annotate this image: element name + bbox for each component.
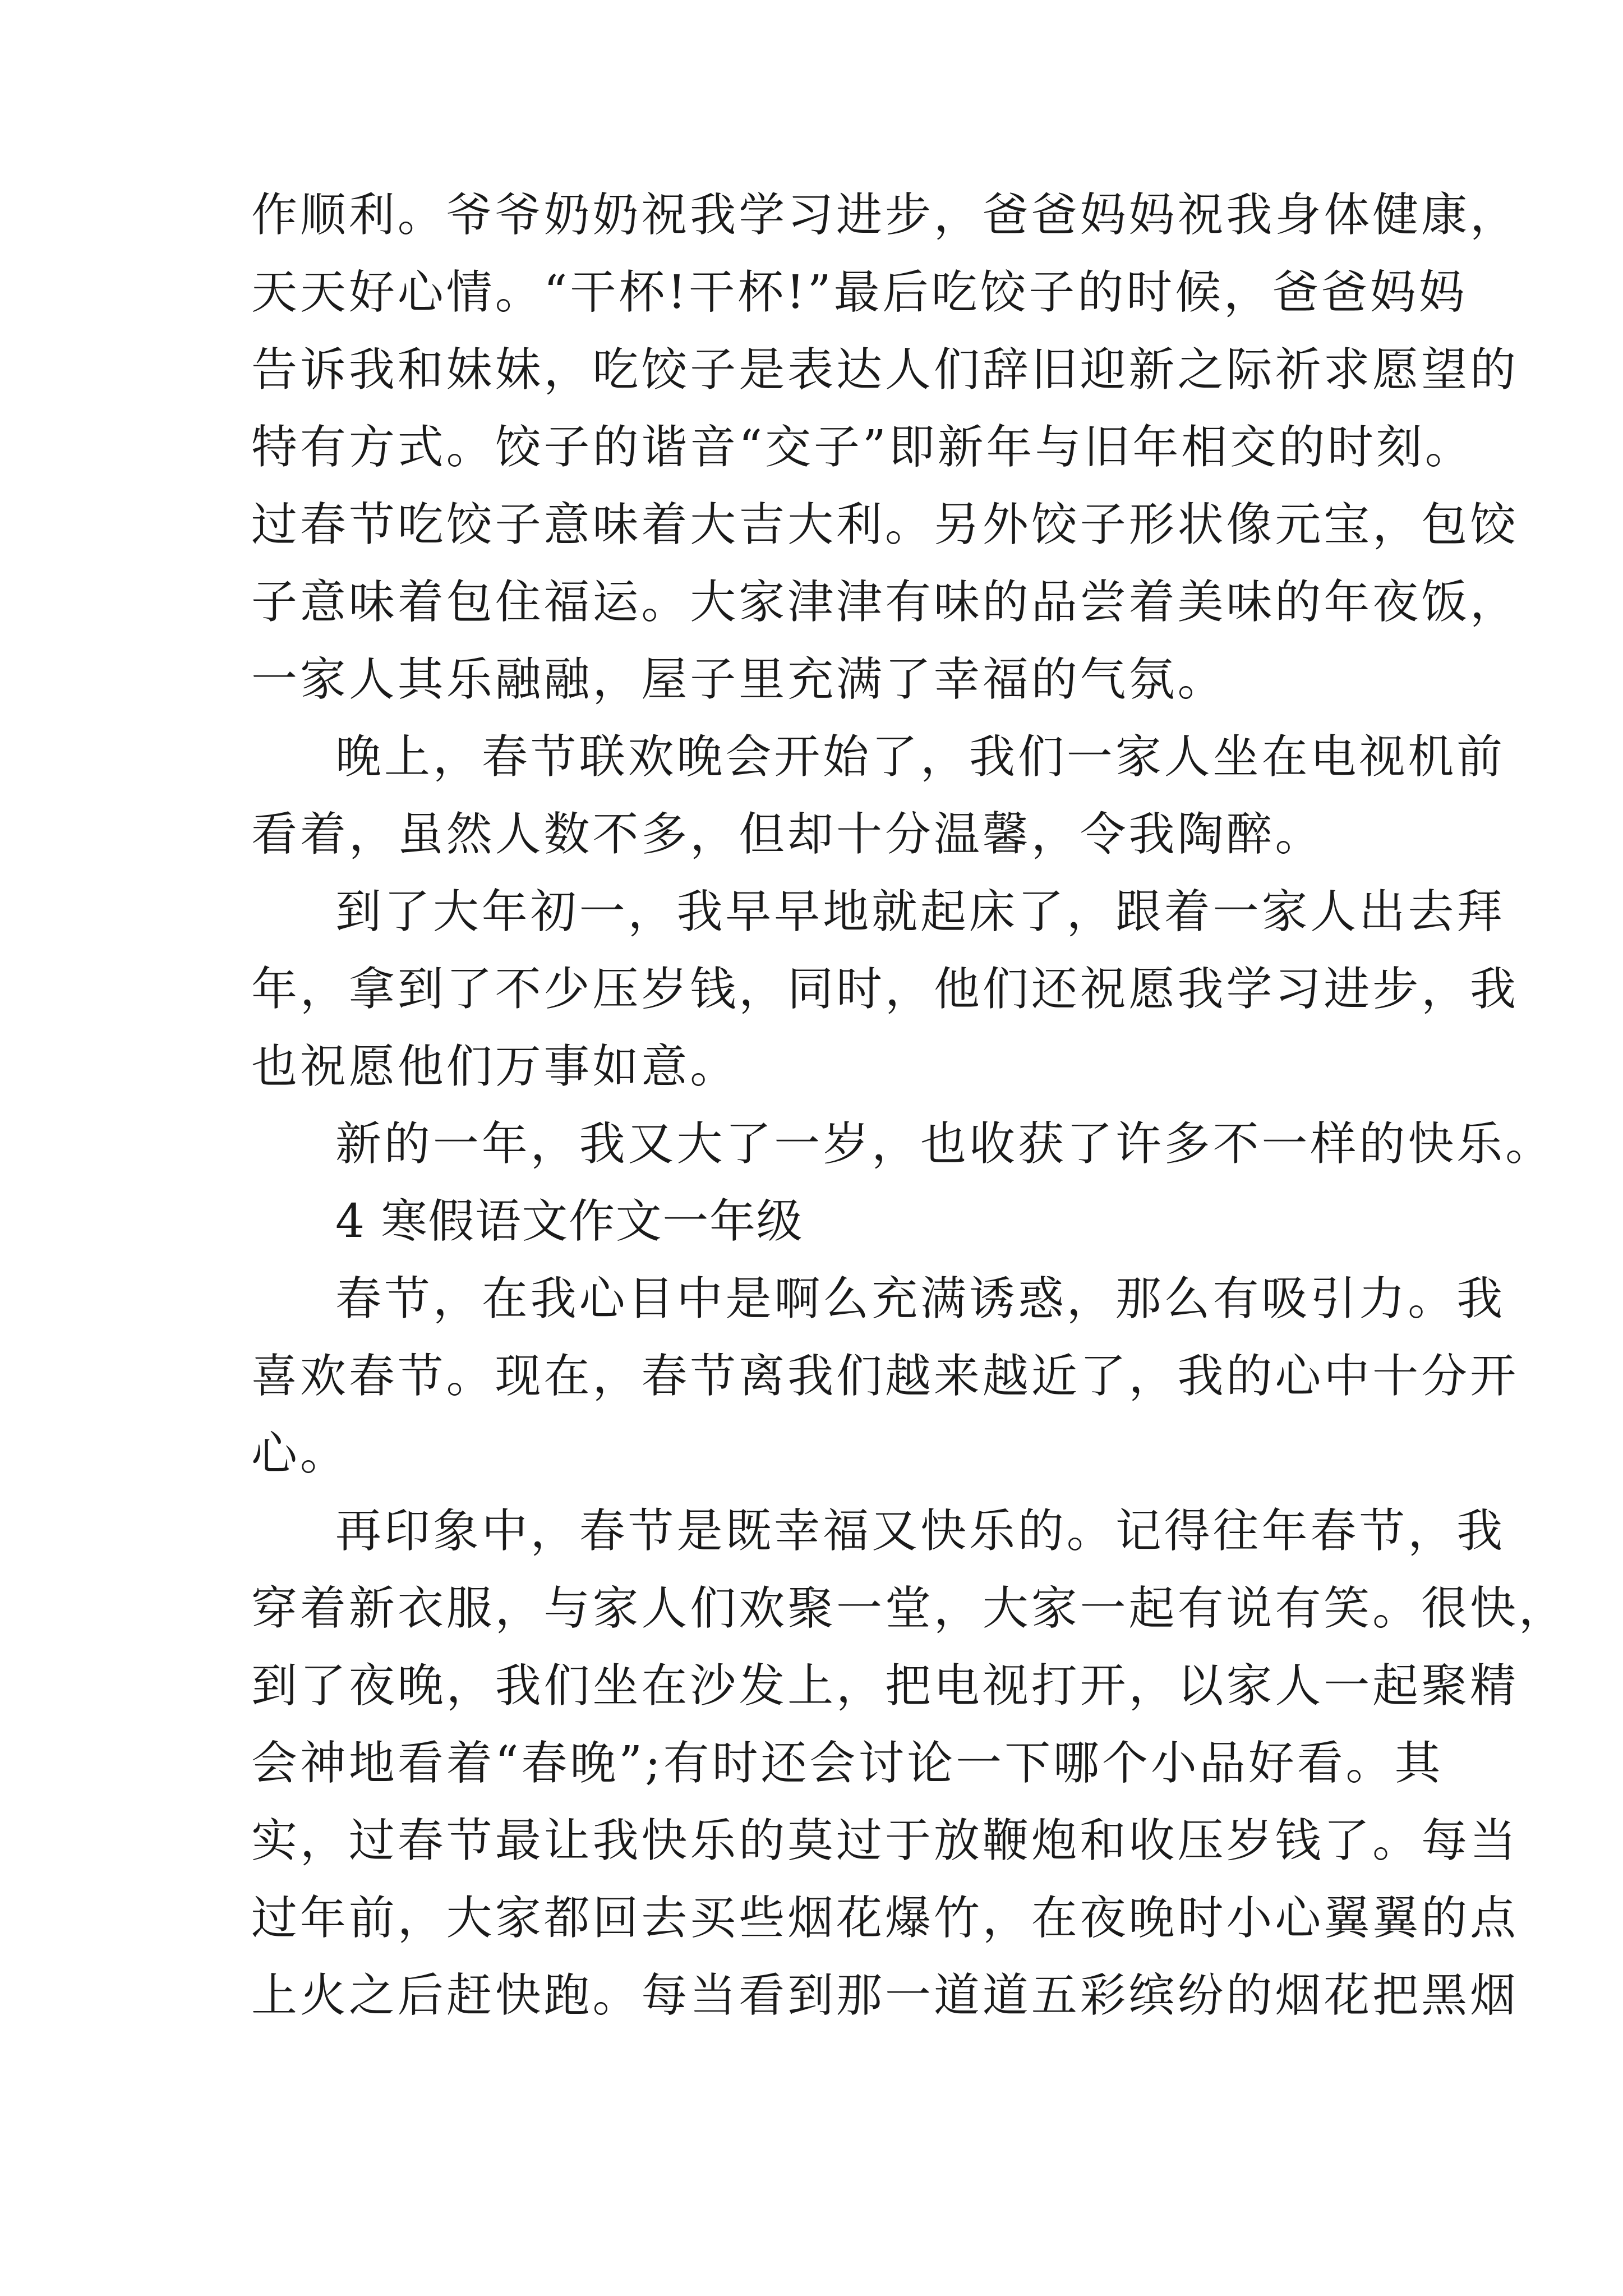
text-line: 穿着新衣服，与家人们欢聚一堂，大家一起有说有笑。很快， — [251, 1582, 1567, 1635]
text-line: 特有方式。饺子的谐音“交子”即新年与旧年相交的时刻。 — [251, 421, 1474, 474]
text-line: 春节，在我心目中是啊么充满诱惑，那么有吸引力。我 — [335, 1272, 1506, 1326]
text-line: 看着，虽然人数不多，但却十分温馨，令我陶醉。 — [251, 808, 1324, 861]
paragraph — [251, 873, 1519, 1106]
text-line: 到了大年初一，我早早地就起床了，跟着一家人出去拜 — [335, 885, 1506, 938]
paragraph — [251, 1260, 1519, 1493]
paragraph — [251, 719, 1506, 873]
paragraph — [251, 1493, 1567, 2035]
text-line: 年，拿到了不少压岁钱，同时，他们还祝愿我学习进步，我 — [251, 963, 1519, 1016]
text-line: 天天好心情。“干杯!干杯!”最后吃饺子的时候，爸爸妈妈 — [251, 266, 1468, 319]
text-line: 过年前，大家都回去买些烟花爆竹，在夜晚时小心翼翼的点 — [251, 1892, 1519, 1945]
text-line: 新的一年，我又大了一岁，也收获了许多不一样的快乐。 — [335, 1117, 1555, 1171]
heading-text: 4 寒假语文作文一年级 — [335, 1195, 804, 1248]
text-line: 实，过春节最让我快乐的莫过于放鞭炮和收压岁钱了。每当 — [251, 1814, 1519, 1867]
section-heading — [251, 1183, 1384, 1260]
text-line: 一家人其乐融融，屋子里充满了幸福的气氛。 — [251, 653, 1227, 706]
text-line: 上火之后赶快跑。每当看到那一道道五彩缤纷的烟花把黑烟 — [251, 1969, 1519, 2022]
text-line: 心。 — [251, 1427, 349, 1480]
text-line: 会神地看着“春晚”;有时还会讨论一下哪个小品好看。其 — [251, 1737, 1444, 1790]
text-line: 喜欢春节。现在，春节离我们越来越近了，我的心中十分开 — [251, 1350, 1519, 1403]
text-line: 告诉我和妹妹，吃饺子是表达人们辞旧迎新之际祈求愿望的 — [251, 343, 1519, 397]
body-text — [251, 177, 1567, 2035]
text-line: 子意味着包住福运。大家津津有味的品尝着美味的年夜饭， — [251, 576, 1519, 629]
text-line: 再印象中，春节是既幸福又快乐的。记得往年春节，我 — [335, 1504, 1506, 1558]
paragraph — [251, 1106, 1555, 1183]
text-line: 作顺利。爷爷奶奶祝我学习进步，爸爸妈妈祝我身体健康， — [251, 188, 1519, 242]
text-line: 也祝愿他们万事如意。 — [251, 1040, 739, 1093]
text-line: 过春节吃饺子意味着大吉大利。另外饺子形状像元宝，包饺 — [251, 498, 1519, 551]
text-line: 到了夜晚，我们坐在沙发上，把电视打开，以家人一起聚精 — [251, 1659, 1519, 1713]
text-line: 晚上，春节联欢晚会开始了，我们一家人坐在电视机前 — [335, 730, 1506, 784]
paragraph — [251, 177, 1519, 719]
